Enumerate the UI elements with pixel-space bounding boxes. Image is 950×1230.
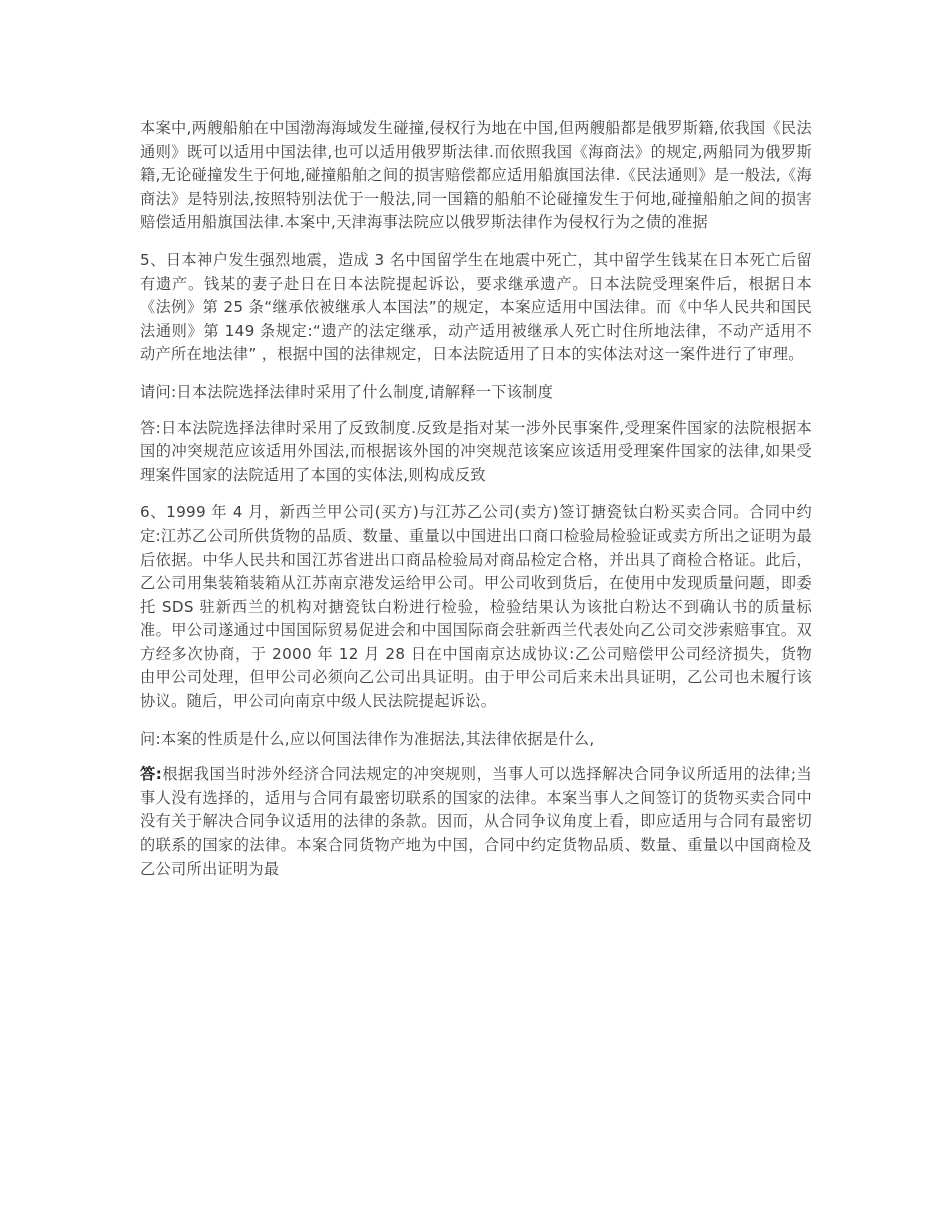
paragraph-case-5-question: 请问:日本法院选择法律时采用了什么制度,请解释一下该制度 — [140, 382, 554, 401]
answer-label: 答: — [140, 765, 163, 784]
document-page — [140, 117, 812, 895]
paragraph-case-6-answer — [140, 763, 812, 881]
paragraph-case-5: 5、日本神户发生强烈地震，造成 3 名中国留学生在地震中死亡，其中留学生钱某在日本死亡后留有遗产。钱某的妻子赴日在日本法院提起诉讼，要求继承遗产。日本法院受理案件后，根据日本《法例》第 25 条“继承依被继承人本国法”的规定，本案应适用中国法律。而《中华人民共和国民法通则》第 149 条规定:“遗产的法定继承，动产适用被继承人死亡时住所地法律，不动产适用不动产所在地法律” ，根据中国的法律规定，日本法院适用了日本的实体法对这一案件进行了审理。 — [140, 250, 812, 364]
answer-text: 根据我国当时涉外经济合同法规定的冲突规则，当事人可以选择解决合同争议所适用的法律;当事人没有选择的，适用与合同有最密切联系的国家的法律。本案当事人之间签订的货物买卖合同中没有关于解决合同争议适用的法律的条款。因而，从合同争议角度上看，即应适用与合同有最密切的联系的国家的法律。本案合同货物产地为中国，合同中约定货物品质、数量、重量以中国商检及乙公司所出证明为最 — [140, 765, 812, 878]
paragraph-case-6: 6、1999 年 4 月，新西兰甲公司(买方)与江苏乙公司(卖方)签订搪瓷钛白粉买卖合同。合同中约定:江苏乙公司所供货物的品质、数量、重量以中国进出口商口检验局检验证或卖方所出之证明为最后依据。中华人民共和国江苏省进出口商品检验局对商品检定合格，并出具了商检合格证。此后，乙公司用集装箱装箱从江苏南京港发运给甲公司。甲公司收到货后，在使用中发现质量问题，即委托 SDS 驻新西兰的机构对搪瓷钛白粉进行检验，检验结果认为该批白粉达不到确认书的质量标准。甲公司遂通过中国国际贸易促进会和中国国际商会驻新西兰代表处向乙公司交涉索赔事宜。双方经多次协商，于 2000 年 12 月 28 日在中国南京达成协议:乙公司赔偿甲公司经济损失，货物由甲公司处理，但甲公司必须向乙公司出具证明。由于甲公司后来未出具证明，乙公司也未履行该协议。随后，甲公司向南京中级人民法院提起诉讼。 — [140, 503, 812, 711]
paragraph-case-6-question: 问:本案的性质是什么,应以何国法律作为准据法,其法律依据是什么, — [140, 729, 595, 748]
paragraph-case-5-answer: 答:日本法院选择法律时采用了反致制度.反致是指对某一涉外民事案件,受理案件国家的法院根据本国的冲突规范应该适用外国法,而根据该外国的冲突规范该案应该适用受理案件国家的法律,如果受理案件国家的法院适用了本国的实体法,则构成反致 — [140, 418, 812, 484]
paragraph-case-4-analysis: 本案中,两艘船舶在中国渤海海域发生碰撞,侵权行为地在中国,但两艘船都是俄罗斯籍,依我国《民法通则》既可以适用中国法律,也可以适用俄罗斯法律.而依照我国《海商法》的规定,两船同为俄罗斯籍,无论碰撞发生于何地,碰撞船舶之间的损害赔偿都应适用船旗国法律.《民法通则》是一般法,《海商法》是特别法,按照特别法优于一般法,同一国籍的船舶不论碰撞发生于何地,碰撞船舶之间的损害赔偿适用船旗国法律.本案中,天津海事法院应以俄罗斯法律作为侵权行为之债的准据 — [140, 119, 812, 232]
